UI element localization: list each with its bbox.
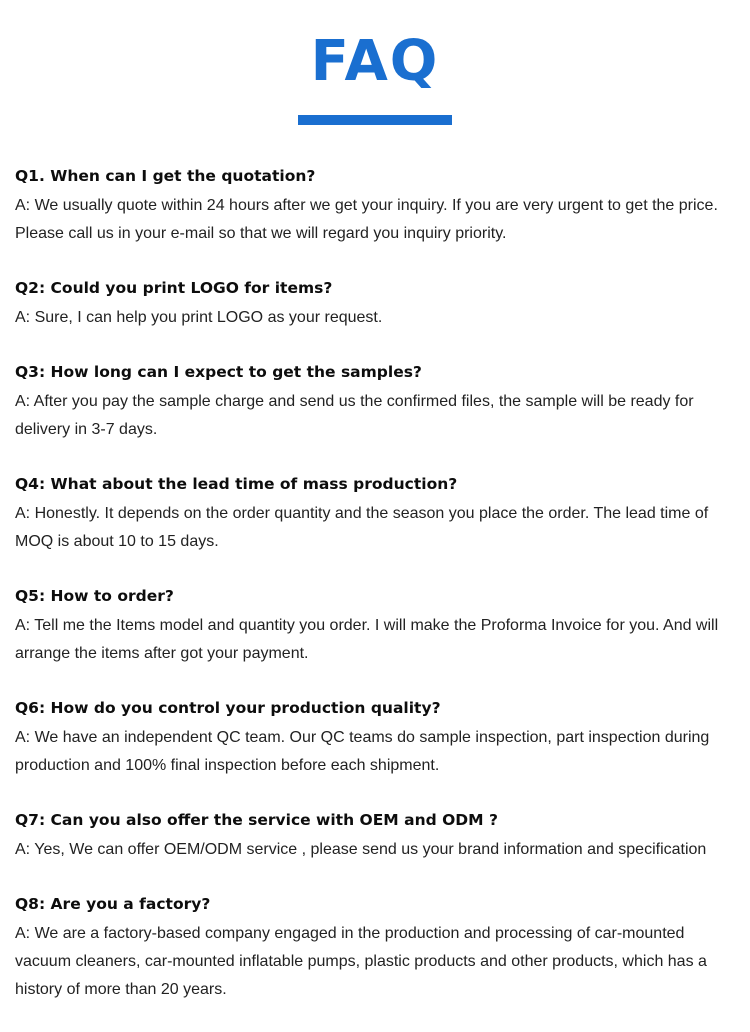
faq-list	[15, 164, 735, 1032]
faq-question: Q5: How to order?	[15, 587, 174, 605]
faq-item-7	[15, 808, 735, 864]
faq-item-6	[15, 696, 735, 780]
faq-question: Q7: Can you also offer the service with OEM and ODM ?	[15, 811, 498, 829]
faq-item-2	[15, 276, 735, 332]
faq-answer: A: We are a factory-based company engaged in the production and processing of car-mounted vacuum cleaners, car-mounted inflatable pumps, plastic products and other products, which has a history of more than 20 years.	[15, 925, 707, 998]
faq-answer: A: We have an independent QC team. Our QC teams do sample inspection, part inspection during production and 100% final inspection before each shipment.	[15, 729, 710, 774]
faq-question: Q6: How do you control your production quality?	[15, 699, 441, 717]
faq-item-8	[15, 892, 735, 1004]
faq-question: Q1. When can I get the quotation?	[15, 167, 316, 185]
faq-answer: A: Tell me the Items model and quantity you order. I will make the Proforma Invoice for you. And will arrange the items after got your payment.	[15, 617, 719, 662]
faq-item-3	[15, 360, 735, 444]
faq-question: Q8: Are you a factory?	[15, 895, 211, 913]
faq-answer: A: After you pay the sample charge and send us the confirmed files, the sample will be ready for delivery in 3-7 days.	[15, 393, 694, 438]
faq-answer: A: Sure, I can help you print LOGO as your request.	[15, 309, 383, 326]
title-underline-bar	[298, 115, 452, 125]
faq-item-4	[15, 472, 735, 556]
faq-item-5	[15, 584, 735, 668]
faq-question: Q4: What about the lead time of mass production?	[15, 475, 458, 493]
faq-answer: A: Honestly. It depends on the order quantity and the season you place the order. The lead time of MOQ is about 10 to 15 days.	[15, 505, 709, 550]
faq-answer: A: We usually quote within 24 hours after we get your inquiry. If you are very urgent to get the price. Please call us in your e-mail so that we will regard you inquiry priority.	[15, 197, 718, 242]
faq-question: Q2: Could you print LOGO for items?	[15, 279, 333, 297]
page-title: FAQ	[310, 29, 440, 94]
faq-answer: A: Yes, We can offer OEM/ODM service , please send us your brand information and specification	[15, 841, 707, 858]
faq-question: Q3: How long can I expect to get the samples?	[15, 363, 422, 381]
faq-item-1	[15, 164, 735, 248]
